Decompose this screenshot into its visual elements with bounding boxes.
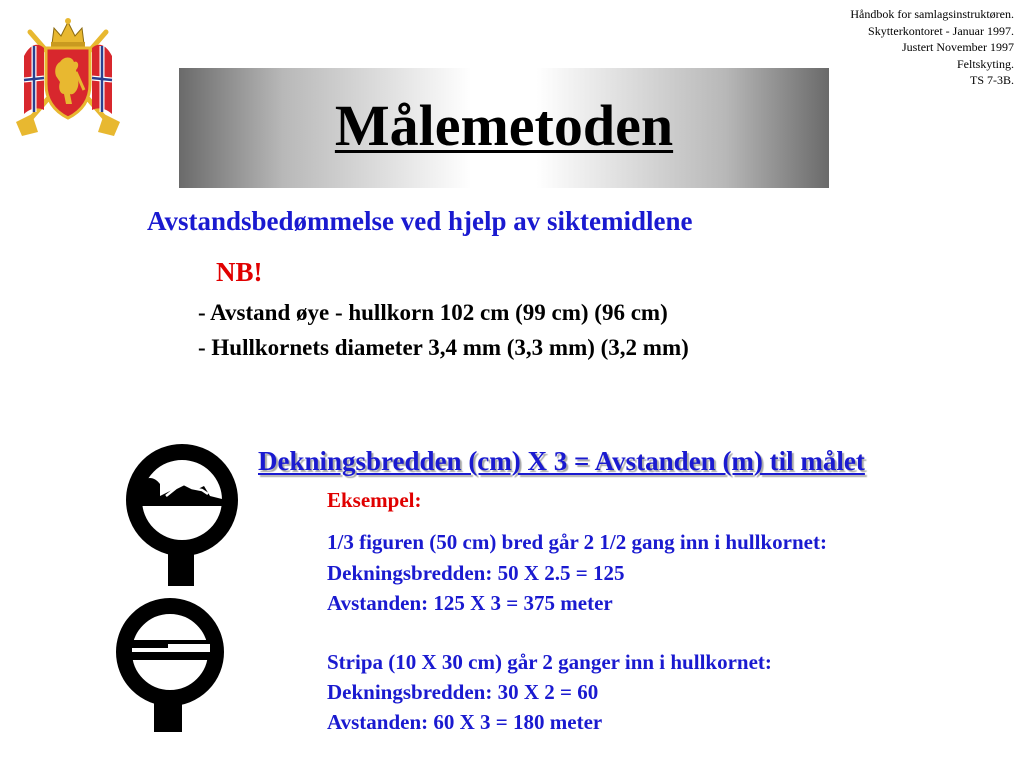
example-line: Dekningsbredden: 50 X 2.5 = 125 <box>327 561 625 585</box>
coat-of-arms-icon <box>14 14 122 138</box>
formula-heading: Dekningsbredden (cm) X 3 = Avstanden (m) til målet <box>258 446 865 476</box>
sight-figure-icon <box>124 440 244 588</box>
example-line: Dekningsbredden: 30 X 2 = 60 <box>327 680 599 704</box>
reference-line: Skytterkontoret - Januar 1997. <box>868 23 1014 38</box>
example-label: Eksempel: <box>327 488 422 512</box>
example-line: 1/3 figuren (50 cm) bred går 2 1/2 gang inn i hullkornet: <box>327 530 827 554</box>
reference-line: TS 7-3B. <box>969 73 1014 87</box>
nb-point: - Avstand øye - hullkorn 102 cm (99 cm) (96 cm) <box>198 300 668 325</box>
title-bar <box>179 68 829 188</box>
sight-stripe-icon <box>112 598 232 734</box>
reference-line: Justert November 1997 <box>902 40 1014 54</box>
example-line: Avstanden: 60 X 3 = 180 meter <box>327 710 603 734</box>
reference-line: Feltskyting. <box>956 56 1014 71</box>
example-line: Stripa (10 X 30 cm) går 2 ganger inn i hullkornet: <box>327 650 772 674</box>
subtitle: Avstandsbedømmelse ved hjelp av siktemidlene <box>147 206 693 236</box>
page-title: Målemetoden <box>334 92 674 158</box>
nb-point: - Hullkornets diameter 3,4 mm (3,3 mm) (3,2 mm) <box>198 335 689 360</box>
nb-label: NB! <box>216 257 263 287</box>
reference-line: Håndbok for samlagsinstruktøren. <box>850 7 1014 21</box>
example-line: Avstanden: 125 X 3 = 375 meter <box>327 591 613 615</box>
